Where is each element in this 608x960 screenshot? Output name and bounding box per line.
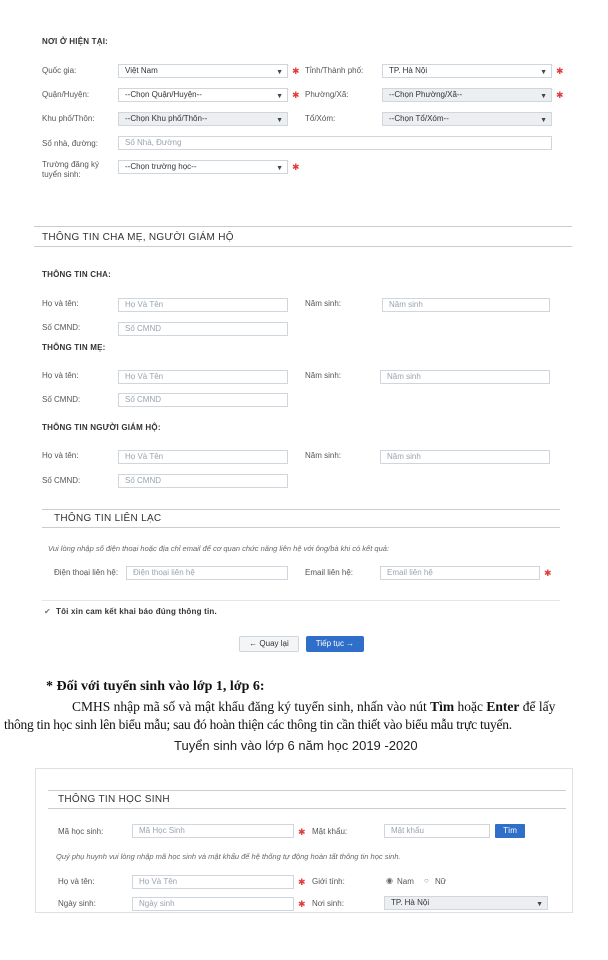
password-label: Mật khẩu:	[312, 827, 348, 836]
doc-caption: Tuyển sinh vào lớp 6 năm học 2019 -2020	[174, 738, 418, 753]
dob-label: Ngày sinh:	[58, 899, 96, 908]
hamlet-label: Khu phố/Thôn:	[42, 114, 95, 123]
phone-label: Điện thoại liên hệ:	[54, 568, 119, 577]
phone-input[interactable]: Điện thoại liên hệ	[126, 566, 288, 580]
father-name-input[interactable]: Họ Và Tên	[118, 298, 288, 312]
birthplace-label: Nơi sinh:	[312, 899, 344, 908]
country-label: Quốc gia:	[42, 66, 77, 75]
divider	[42, 509, 560, 510]
street-input[interactable]: Số Nhà, Đường	[118, 136, 552, 150]
dob-input[interactable]: Ngày sinh	[132, 897, 294, 911]
required-icon: ✱	[298, 877, 306, 887]
divider	[48, 808, 566, 809]
chevron-down-icon: ▼	[276, 69, 283, 76]
mother-year-label: Năm sinh:	[305, 371, 342, 380]
commit-label: Tôi xin cam kết khai báo đúng thông tin.	[56, 607, 217, 616]
divider	[48, 790, 566, 791]
chevron-down-icon: ▼	[276, 93, 283, 100]
radio-selected-icon[interactable]: ◉	[386, 876, 393, 885]
mother-name-label: Họ và tên:	[42, 371, 79, 380]
divider	[42, 527, 560, 528]
guardian-title: THÔNG TIN NGƯỜI GIÁM HỘ:	[42, 423, 161, 432]
province-label: Tỉnh/Thành phố:	[305, 66, 364, 75]
find-button[interactable]: Tìm	[495, 824, 525, 838]
student-header: THÔNG TIN HỌC SINH	[58, 794, 170, 805]
chevron-down-icon: ▼	[540, 93, 547, 100]
country-select[interactable]: Việt Nam ▼	[118, 64, 288, 78]
hamlet-select[interactable]: --Chọn Khu phố/Thôn-- ▼	[118, 112, 288, 126]
ward-select[interactable]: --Chọn Phường/Xã-- ▼	[382, 88, 552, 102]
divider	[42, 600, 560, 601]
mother-name-input[interactable]: Họ Và Tên	[118, 370, 288, 384]
required-icon: ✱	[298, 899, 306, 909]
district-select[interactable]: --Chọn Quận/Huyện-- ▼	[118, 88, 288, 102]
required-icon: ✱	[292, 66, 300, 76]
father-year-input[interactable]: Năm sinh	[382, 298, 550, 312]
email-input[interactable]: Email liên hệ	[380, 566, 540, 580]
doc-paragraph-line-1: CMHS nhập mã số và mật khẩu đăng ký tuyển sinh, nhấn vào nút Tìm hoặc Enter để lấy	[72, 699, 556, 714]
password-input[interactable]: Mật khẩu	[384, 824, 490, 838]
chevron-down-icon: ▼	[276, 117, 283, 124]
father-year-label: Năm sinh:	[305, 299, 342, 308]
group-label: Tổ/Xóm:	[305, 114, 336, 123]
student-note: Quý phụ huynh vui lòng nhập mã học sinh và mật khẩu để hệ thống tự động hoàn tất thông tin học sinh.	[56, 852, 401, 861]
required-icon: ✱	[292, 162, 300, 172]
father-title: THÔNG TIN CHA:	[42, 270, 112, 279]
parents-header: THÔNG TIN CHA MẸ, NGƯỜI GIÁM HỘ	[42, 232, 234, 243]
street-label: Số nhà, đường:	[42, 139, 98, 148]
district-label: Quận/Huyện:	[42, 90, 90, 99]
father-id-label: Số CMND:	[42, 323, 81, 332]
required-icon: ✱	[292, 90, 300, 100]
guardian-id-label: Số CMND:	[42, 476, 81, 485]
mother-title: THÔNG TIN MẸ:	[42, 343, 106, 352]
school-label: Trường đăng ký tuyển sinh:	[42, 160, 99, 179]
guardian-name-input[interactable]: Họ Và Tên	[118, 450, 288, 464]
divider	[34, 246, 572, 247]
mother-year-input[interactable]: Năm sinh	[380, 370, 550, 384]
guardian-name-label: Họ và tên:	[42, 451, 79, 460]
chevron-down-icon: ▼	[276, 165, 283, 172]
ward-label: Phường/Xã:	[305, 90, 349, 99]
required-icon: ✱	[556, 90, 564, 100]
contact-header: THÔNG TIN LIÊN LẠC	[54, 513, 162, 524]
guardian-year-input[interactable]: Năm sinh	[380, 450, 550, 464]
gender-male-label: Nam	[397, 877, 414, 886]
doc-paragraph-line-2: thông tin học sinh lên biểu mẫu; sau đó hoàn thiện các thông tin cần thiết vào biểu mẫu trực tuyến.	[4, 717, 512, 732]
chevron-down-icon: ▼	[536, 901, 543, 908]
divider	[34, 226, 572, 227]
school-select[interactable]: --Chọn trường học-- ▼	[118, 160, 288, 174]
father-name-label: Họ và tên:	[42, 299, 79, 308]
required-icon: ✱	[556, 66, 564, 76]
mother-id-label: Số CMND:	[42, 395, 81, 404]
chevron-down-icon: ▼	[540, 117, 547, 124]
student-name-label: Họ và tên:	[58, 877, 95, 886]
residence-title: NƠI Ở HIỆN TẠI:	[42, 37, 108, 46]
doc-heading: * Đối với tuyển sinh vào lớp 1, lớp 6:	[46, 679, 265, 694]
required-icon: ✱	[298, 827, 306, 837]
guardian-year-label: Năm sinh:	[305, 451, 342, 460]
contact-note: Vui lòng nhập số điện thoại hoặc địa chỉ email để cơ quan chức năng liên hệ với ông/bà khi có kết quả:	[48, 544, 389, 553]
birthplace-select[interactable]: TP. Hà Nội ▼	[384, 896, 548, 910]
gender-female-label: Nữ	[435, 877, 447, 886]
guardian-id-input[interactable]: Số CMND	[118, 474, 288, 488]
next-button[interactable]: Tiếp tục →	[306, 636, 364, 652]
required-icon: ✱	[544, 568, 552, 578]
chevron-down-icon: ▼	[540, 69, 547, 76]
student-name-input[interactable]: Họ Và Tên	[132, 875, 294, 889]
radio-unselected-icon[interactable]: ○	[424, 876, 429, 885]
mother-id-input[interactable]: Số CMND	[118, 393, 288, 407]
gender-label: Giới tính:	[312, 877, 345, 886]
student-code-label: Mã học sinh:	[58, 827, 104, 836]
father-id-input[interactable]: Số CMND	[118, 322, 288, 336]
email-label: Email liên hệ:	[305, 568, 354, 577]
group-select[interactable]: --Chọn Tổ/Xóm-- ▼	[382, 112, 552, 126]
checkbox-check-icon[interactable]: ✔	[44, 607, 51, 616]
student-code-input[interactable]: Mã Học Sinh	[132, 824, 294, 838]
back-button[interactable]: ← Quay lại	[239, 636, 299, 652]
province-select[interactable]: TP. Hà Nội ▼	[382, 64, 552, 78]
